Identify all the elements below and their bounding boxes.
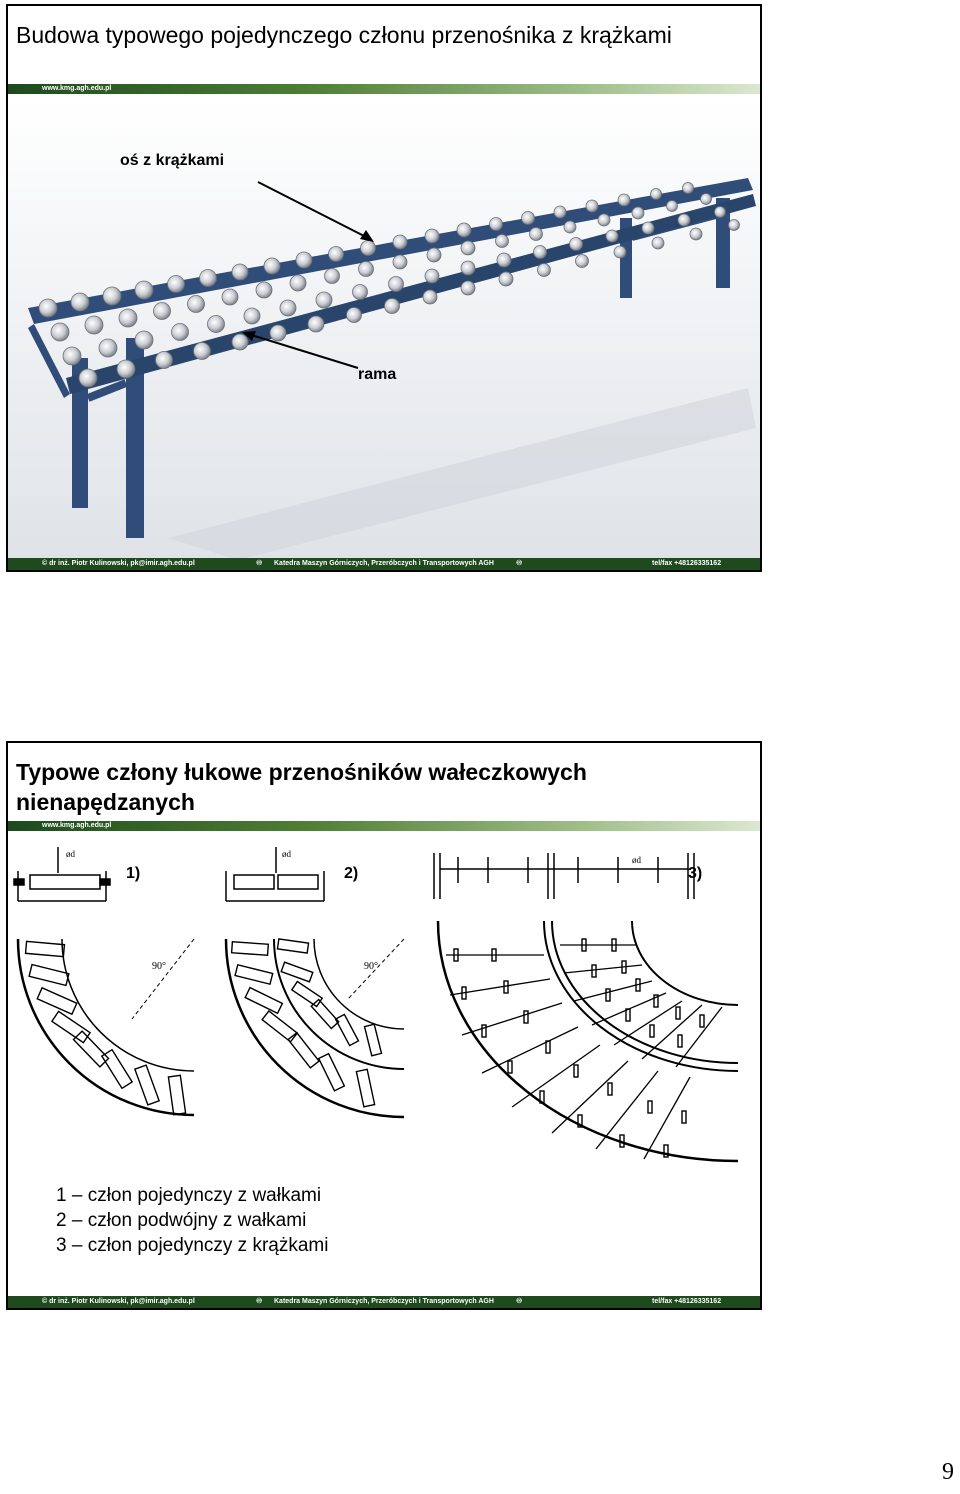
svg-text:90°: 90° <box>364 961 378 972</box>
cross-section-1 <box>12 843 112 907</box>
legend-item: 3 – człon pojedynczy z krążkami <box>56 1235 329 1256</box>
figure-label-2: 2) <box>344 865 359 882</box>
svg-text:ød: ød <box>632 855 641 865</box>
header-bar <box>8 821 760 831</box>
curved-section-3 <box>432 915 746 1165</box>
label-roller-axle: oś z krążkami <box>120 152 225 169</box>
footer-logo-icon: ♾ <box>256 560 263 567</box>
footer-phone: tel/fax +48126335162 <box>652 1298 722 1305</box>
curved-section-1 <box>12 929 198 1119</box>
curved-section-2 <box>218 929 408 1119</box>
footer-bar <box>8 1296 760 1308</box>
footer-logo-icon: ♾ <box>516 1298 523 1305</box>
legend <box>56 1183 328 1258</box>
legend-item: 1 – człon pojedynczy z wałkami <box>56 1185 322 1206</box>
label-frame: rama <box>358 366 397 383</box>
slide-curved-conveyors <box>6 741 762 1310</box>
cross-section-3 <box>428 843 698 907</box>
header-url: www.kmg.agh.edu.pl <box>42 85 112 92</box>
header-url: www.kmg.agh.edu.pl <box>42 822 112 829</box>
legend-item: 2 – człon podwójny z wałkami <box>56 1210 307 1231</box>
footer-logo-icon: ♾ <box>256 1298 263 1305</box>
figure-label-3: 3) <box>688 865 703 882</box>
svg-text:90°: 90° <box>152 961 166 972</box>
figure-label-1: 1) <box>126 865 141 882</box>
cross-section-2 <box>220 843 330 907</box>
footer-author: © dr inż. Piotr Kulinowski, pk@imir.agh.edu.pl <box>42 560 195 567</box>
slide-title: Budowa typowego pojedynczego członu przenośnika z krążkami <box>16 22 672 48</box>
footer-phone: tel/fax +48126335162 <box>652 560 722 567</box>
footer-logo-icon: ♾ <box>516 560 523 567</box>
slide-title: Typowe człony łukowe przenośników wałeczkowych nienapędzanych <box>16 759 587 815</box>
svg-text:ød: ød <box>282 849 291 859</box>
footer-department: Katedra Maszyn Górniczych, Przeróbczych i Transportowych AGH <box>274 1298 494 1305</box>
footer-author: © dr inż. Piotr Kulinowski, pk@imir.agh.edu.pl <box>42 1298 195 1305</box>
slide-conveyor-structure <box>6 4 762 572</box>
footer-department: Katedra Maszyn Górniczych, Przeróbczych i Transportowych AGH <box>274 560 494 567</box>
footer-bar <box>8 558 760 570</box>
svg-text:ød: ød <box>66 849 75 859</box>
header-bar <box>8 84 760 94</box>
page-number: 9 <box>942 1459 954 1485</box>
